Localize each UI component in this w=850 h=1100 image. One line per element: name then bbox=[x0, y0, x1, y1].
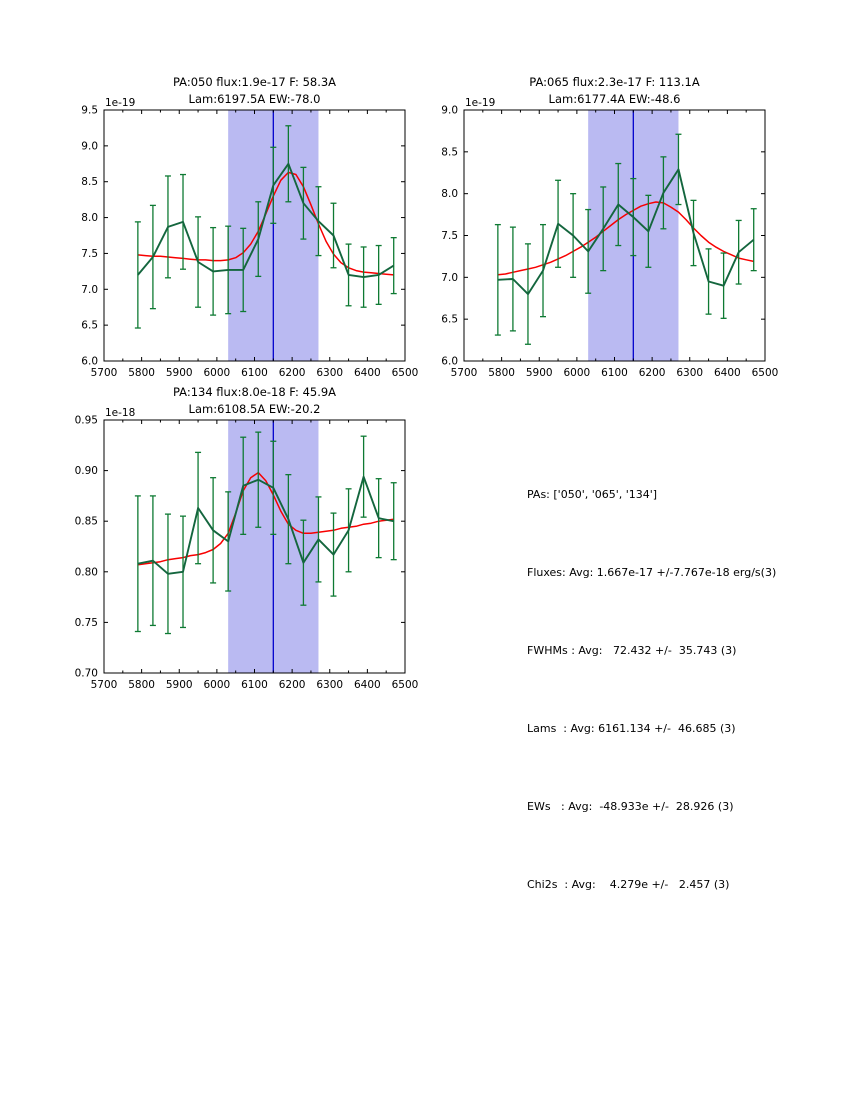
y-tick-label: 0.70 bbox=[74, 667, 98, 680]
stats-line-fwhms: FWHMs : Avg: 72.432 +/- 35.743 (3) bbox=[527, 644, 737, 657]
x-tick-label: 6200 bbox=[638, 367, 666, 379]
y-tick-label: 0.90 bbox=[74, 465, 98, 478]
x-tick-label: 6400 bbox=[354, 679, 381, 691]
y-tick-label: 0.80 bbox=[74, 566, 98, 579]
x-tick-label: 6000 bbox=[203, 679, 231, 691]
stats-line-fluxes: Fluxes: Avg: 1.667e-17 +/-7.767e-18 erg/s(3) bbox=[527, 566, 777, 579]
y-tick-label: 0.95 bbox=[74, 414, 98, 427]
y-tick-label: 7.0 bbox=[81, 283, 98, 296]
y-tick-label: 8.0 bbox=[441, 188, 458, 201]
plot-svg bbox=[404, 60, 804, 400]
x-tick-label: 6400 bbox=[354, 367, 381, 379]
y-tick-label: 6.0 bbox=[81, 355, 98, 368]
x-tick-label: 6300 bbox=[676, 367, 704, 379]
x-tick-label: 6200 bbox=[278, 679, 306, 691]
y-tick-label: 6.5 bbox=[81, 319, 98, 332]
plot-svg bbox=[44, 370, 444, 710]
x-tick-label: 6100 bbox=[241, 367, 268, 379]
stats-line-ews: EWs : Avg: -48.933e +/- 28.926 (3) bbox=[527, 800, 734, 813]
x-tick-label: 5900 bbox=[525, 367, 553, 379]
y-tick-label: 9.0 bbox=[81, 140, 98, 153]
stats-panel bbox=[527, 430, 776, 924]
plot-title-line2: Lam:6108.5A EW:-20.2 bbox=[188, 402, 321, 416]
x-tick-label: 5700 bbox=[90, 679, 118, 691]
y-tick-label: 0.75 bbox=[74, 616, 98, 629]
y-tick-label: 8.5 bbox=[441, 146, 458, 159]
plot-title-line1: PA:065 flux:2.3e-17 F: 113.1A bbox=[529, 75, 700, 89]
plot-title-line2: Lam:6197.5A EW:-78.0 bbox=[188, 92, 321, 106]
plot-title-line1: PA:134 flux:8.0e-18 F: 45.9A bbox=[172, 385, 337, 399]
x-tick-label: 6300 bbox=[316, 679, 344, 691]
y-tick-label: 8.0 bbox=[81, 212, 98, 225]
x-tick-label: 5800 bbox=[128, 367, 155, 379]
x-tick-label: 6400 bbox=[714, 367, 741, 379]
x-tick-label: 6500 bbox=[391, 679, 419, 691]
x-tick-label: 6100 bbox=[241, 679, 268, 691]
y-axis-offset-label: 1e-19 bbox=[465, 97, 496, 109]
y-axis-offset-label: 1e-19 bbox=[105, 97, 136, 109]
y-tick-label: 7.0 bbox=[441, 271, 458, 284]
x-tick-label: 5700 bbox=[450, 367, 478, 379]
spectrum-plot-pa065 bbox=[404, 60, 804, 400]
x-tick-label: 5900 bbox=[165, 367, 193, 379]
x-tick-label: 5700 bbox=[90, 367, 118, 379]
x-tick-label: 6500 bbox=[751, 367, 779, 379]
y-tick-label: 8.5 bbox=[81, 176, 98, 189]
x-tick-label: 5900 bbox=[165, 679, 193, 691]
x-tick-label: 6000 bbox=[563, 367, 591, 379]
x-tick-label: 5800 bbox=[128, 679, 155, 691]
plot-title-line1: PA:050 flux:1.9e-17 F: 58.3A bbox=[172, 75, 337, 89]
plot-svg bbox=[44, 60, 444, 400]
spectrum-plot-pa050 bbox=[44, 60, 444, 400]
y-tick-label: 7.5 bbox=[81, 247, 98, 260]
x-tick-label: 6500 bbox=[391, 367, 419, 379]
x-tick-label: 6000 bbox=[203, 367, 231, 379]
spectrum-plot-pa134 bbox=[44, 370, 444, 710]
x-tick-label: 5800 bbox=[488, 367, 515, 379]
plot-title-line2: Lam:6177.4A EW:-48.6 bbox=[548, 92, 681, 106]
stats-line-pas: PAs: ['050', '065', '134'] bbox=[527, 488, 658, 501]
y-tick-label: 7.5 bbox=[441, 230, 458, 242]
y-tick-label: 9.5 bbox=[81, 104, 98, 117]
y-tick-label: 9.0 bbox=[441, 104, 458, 117]
y-axis-offset-label: 1e-18 bbox=[105, 407, 136, 419]
y-tick-label: 6.0 bbox=[441, 355, 458, 368]
y-tick-label: 6.5 bbox=[441, 313, 458, 326]
y-tick-label: 0.85 bbox=[74, 515, 98, 528]
x-tick-label: 6300 bbox=[316, 367, 344, 379]
stats-line-chi2s: Chi2s : Avg: 4.279e +/- 2.457 (3) bbox=[527, 878, 730, 891]
stats-line-lams: Lams : Avg: 6161.134 +/- 46.685 (3) bbox=[527, 722, 736, 735]
x-tick-label: 6200 bbox=[278, 367, 306, 379]
x-tick-label: 6100 bbox=[601, 367, 628, 379]
